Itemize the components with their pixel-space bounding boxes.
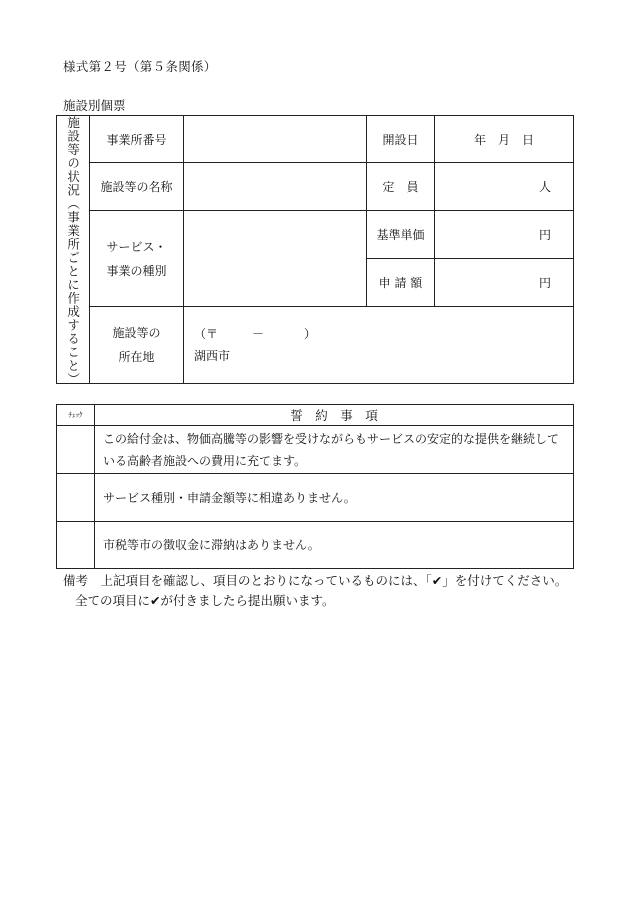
pledge-title [95,405,573,426]
pledge-item-3-text: 市税等市の徴収金に滞納はありません。 [103,538,320,552]
form-title: 様式第２号（第５条関係） [63,59,217,74]
pledge-title-text: 誓 約 事 項 [290,408,378,423]
service-type-input[interactable] [184,211,367,307]
service-type-label-line1: サービス・ [106,239,167,254]
location-input[interactable] [184,307,573,383]
office-number-input[interactable] [184,116,367,163]
capacity-input[interactable] [435,163,573,211]
postal-open: （〒 [194,327,219,341]
city-text: 湖西市 [194,349,231,363]
application-amount-label-text: 申 請 額 [378,276,423,290]
service-type-label [90,211,184,307]
notes-line-1: 備考 上記項目を確認し、項目のとおりになっているものには、「✔」を付けてください。 [63,573,568,588]
facility-name-label-text: 施設等の名称 [100,180,173,194]
standard-unit-price-label-text: 基準単価 [376,228,425,242]
sheet-title: 施設別個票 [63,98,126,113]
facility-side-label-cell [57,116,90,386]
location-label-line2: 所在地 [118,350,155,364]
opening-date-value: 年 月 日 [473,132,534,147]
postal-dash: － [252,327,265,341]
capacity-label-text: 定 員 [382,180,419,194]
pledge-item-2-text: サービス種別・申請金額等に相違ありません。 [103,490,356,505]
location-label-line1: 施設等の [112,326,161,340]
facility-name-label [90,163,184,211]
postal-close: ） [304,327,317,341]
pledge-item-1-text: この給付金は、物価高騰等の影響を受けながらもサービスの安定的な提供を継続している高齢者施設への費用に充てます。 [103,431,560,468]
pledge-item-3 [95,522,573,568]
opening-date-label [367,116,435,163]
pledge-item-1 [95,426,573,474]
postal-code[interactable] [194,323,316,345]
pledge-checkbox-3[interactable] [57,522,95,568]
location-label [90,307,184,383]
capacity-label [367,163,435,211]
standard-unit-price-input[interactable] [435,211,573,259]
office-number-label-text: 事業所番号 [106,132,167,147]
pledge-table [56,404,574,569]
pledge-checkbox-2[interactable] [57,474,95,522]
standard-unit-price-label [367,211,435,259]
service-type-label-line2: 事業の種別 [106,263,167,278]
application-amount-input[interactable] [435,259,573,307]
facility-name-input[interactable] [184,163,367,211]
application-amount-label [367,259,435,307]
check-header [57,405,95,426]
standard-unit-price-unit: 円 [538,228,551,242]
capacity-unit: 人 [538,180,551,194]
notes [63,571,567,611]
notes-line-2: 全ての項目に✔が付きましたら提出願います。 [75,593,335,608]
pledge-checkbox-1[interactable] [57,426,95,474]
facility-side-label: 施設等の状況（事業所ごとに作成すること） [65,116,81,386]
facility-table [56,115,574,384]
opening-date-label-text: 開設日 [382,132,419,147]
pledge-item-2 [95,474,573,522]
application-amount-unit: 円 [538,276,551,290]
check-header-text: ﾁｪｯｸ [68,411,83,419]
opening-date-input[interactable] [435,116,573,163]
office-number-label [90,116,184,163]
